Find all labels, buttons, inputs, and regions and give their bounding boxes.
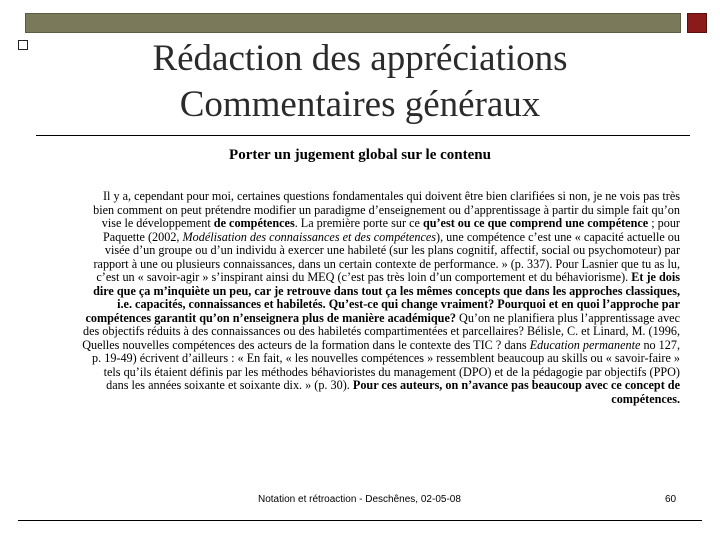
footer-caption: Notation et rétroaction - Deschênes, 02-05-08 [258, 494, 461, 505]
slide-title-line1: Rédaction des appréciations [152, 38, 568, 79]
paragraph-run: ; pour Paquette (2002, [102, 216, 680, 244]
top-decor-bar [25, 13, 707, 33]
paragraph-run: Modélisation des connaissances et des compétences [182, 229, 437, 244]
slide-title-line2: Commentaires généraux [179, 84, 541, 125]
body-paragraph [80, 190, 680, 406]
paragraph-run: de compétences [213, 216, 295, 230]
paragraph-run: no 127, p. 19-49) écrivent d’ailleurs : « En fait, « les nouvelles compétences » ressemblent beaucoup au skills ou « savoir-faire » tels qu’ils étaient définis par les méthodes béhavioristes du management (DPO) et de la pédagogie par objectifs (PPO) dans les années soixante et soixante dix. » (p. 30). [92, 337, 680, 392]
paragraph-run: Il y a, cependant pour moi, certaines questions fondamentales qui doivent être bien clarifiées si non, je ne vois pas très bien comment on peut prétendre modifier un paradigme d’enseignement ou d’apprentissage à partir du simple fait qu’on vise le développement [93, 189, 680, 230]
slide-title [60, 36, 660, 128]
top-decor-square [687, 13, 707, 33]
paragraph-run: Et je dois dire que ça m’inquiète un peu, car je retrouve dans tout ça les mêmes concepts que dans les approches classiques, i.e. capacités, connaissances et habiletés. Qu’est-ce qui change vraiment? Pourquoi et en quoi l’approche par compétences garantit qu’on n’enseignera plus de manière académique? [85, 270, 680, 325]
paragraph-run: . La première porte sur ce [294, 216, 423, 230]
page-number: 60 [665, 494, 677, 505]
footer-divider [18, 520, 702, 521]
top-decor-band [25, 13, 681, 33]
slide-subtitle: Porter un jugement global sur le contenu [229, 147, 491, 163]
paragraph-run: Education permanente [529, 337, 641, 352]
left-decor-square [18, 40, 28, 50]
paragraph-run: Pour ces auteurs, on n’avance pas beaucoup avec ce concept de compétences. [352, 378, 680, 406]
paragraph-run: ), une compétence c’est une « capacité actuelle ou visée d’un groupe ou d’un individu à exercer une habileté (sur les plans cognitif, affectif, social ou psychomoteur) par rapport à une ou plusieurs connaissances, dans un certain contexte de performance. » (p. 337). Pour Lasnier que tu as lu, c’est un « savoir-agir » s’inspirant ainsi du MEQ (c’est pas très loin d’un comportement et du béhaviorisme). [93, 229, 680, 284]
title-divider [36, 135, 690, 136]
paragraph-run: qu’est ou ce que comprend une compétence [422, 216, 649, 230]
paragraph-run: Qu’on ne planifiera plus l’apprentissage avec des objectifs réduits à des connaissances ou des habiletés compartimentées et parcellaires? Bélisle, C. et Linard, M. (1996, Quelles nouvelles compétences des acteurs de la formation dans le contexte des TIC ? dans [82, 310, 680, 352]
